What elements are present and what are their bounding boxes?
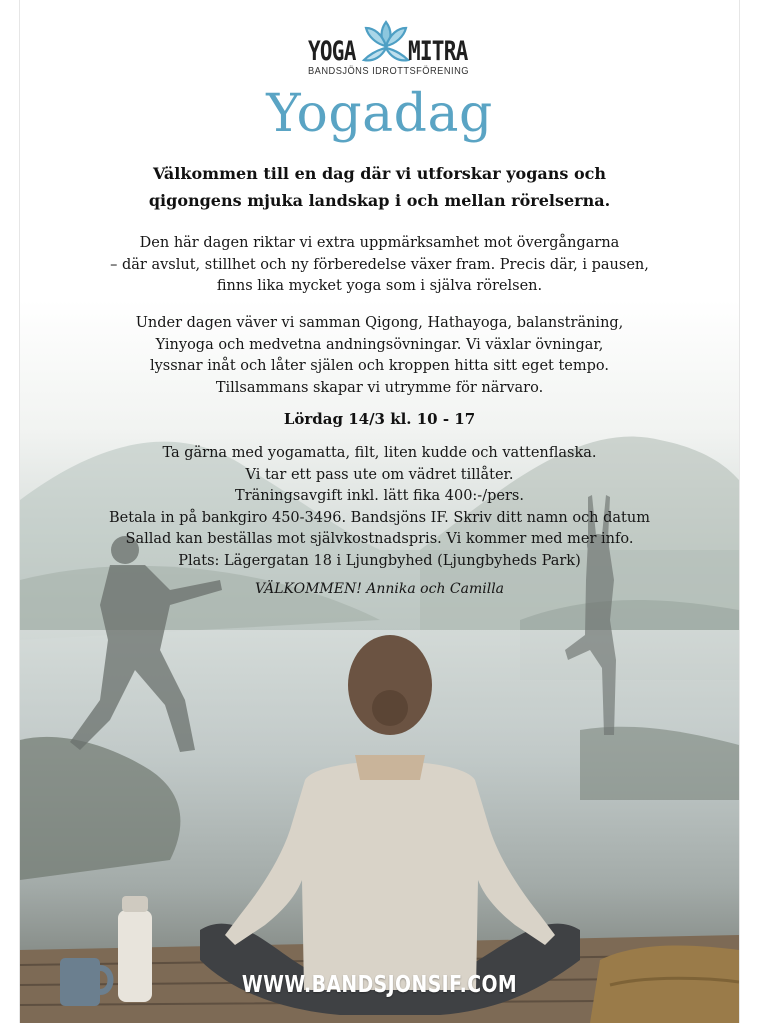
intro-line: qigongens mjuka landskap i och mellan rörelserna. xyxy=(148,191,611,210)
paragraph-transitions xyxy=(20,233,739,298)
paragraph-line: – där avslut, stillhet och ny förberedelse växer fram. Precis där, i pausen, xyxy=(110,256,649,273)
logo-word-mitra: MITRA xyxy=(408,36,468,67)
page-title: Yogadag xyxy=(266,84,493,144)
paragraph-line: lyssnar inåt och låter själen och kroppen hitta sitt eget tempo. xyxy=(149,358,610,374)
intro-line: Välkommen till en dag där vi utforskar yogans och xyxy=(152,164,607,183)
practical-info xyxy=(20,443,739,551)
info-line: Träningsavgift inkl. lätt fika 400:-/pers. xyxy=(235,488,524,504)
event-place: Plats: Lägergatan 18 i Ljungbyhed (Ljungbyheds Park) xyxy=(178,553,581,569)
event-date: Lördag 14/3 kl. 10 - 17 xyxy=(283,410,476,428)
paragraph-line: Tillsammans skapar vi utrymme för närvaro. xyxy=(215,379,544,396)
info-line: Sallad kan beställas mot självkostnadspris. Vi kommer med mer info. xyxy=(125,531,634,547)
info-line: Ta gärna med yogamatta, filt, liten kudde och vattenflaska. xyxy=(162,445,597,461)
intro-text xyxy=(20,160,739,214)
info-line: Vi tar ett pass ute om vädret tillåter. xyxy=(245,466,514,483)
logo-word-yoga: YOGA xyxy=(308,36,356,67)
paragraph-program xyxy=(20,313,739,399)
logo xyxy=(20,16,739,86)
paragraph-line: finns lika mycket yoga som i själva rörelsen. xyxy=(216,278,543,294)
meditating-woman xyxy=(200,635,580,1015)
website-url[interactable]: WWW.BANDSJONSIF.COM xyxy=(241,972,518,998)
info-line: Betala in på bankgiro 450-3496. Bandsjöns IF. Skriv ditt namn och datum xyxy=(109,509,650,526)
logo-subtitle: BANDSJÖNS IDROTTSFÖRENING xyxy=(308,66,469,77)
paragraph-line: Den här dagen riktar vi extra uppmärksamhet mot övergångarna xyxy=(139,235,620,251)
paragraph-line: Yinyoga och medvetna andningsövningar. Vi växlar övningar, xyxy=(155,336,604,353)
welcome-signature: VÄLKOMMEN! Annika och Camilla xyxy=(254,581,505,597)
lotus-icon xyxy=(360,16,412,64)
poster xyxy=(20,0,739,1023)
paragraph-line: Under dagen väver vi samman Qigong, Hathayoga, balansträning, xyxy=(135,315,624,331)
